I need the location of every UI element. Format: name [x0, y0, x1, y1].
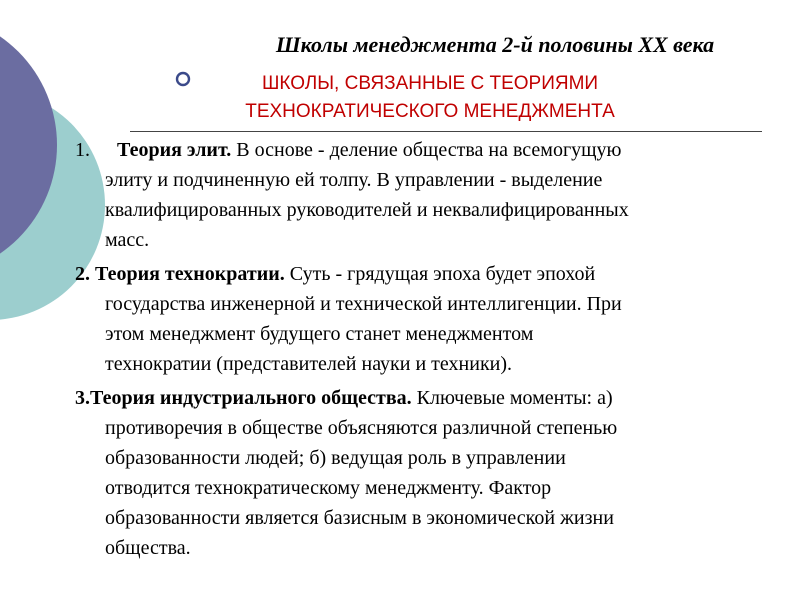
item-first-line	[75, 383, 765, 413]
divider	[130, 131, 762, 132]
item-line: этом менеджмент будущего станет менеджментом	[105, 323, 534, 345]
subtitle-line-2: ТЕХНОКРАТИЧЕСКОГО МЕНЕДЖМЕНТА	[245, 101, 615, 122]
item-heading: Теория индустриального общества.	[90, 387, 412, 409]
item-line: квалифицированных руководителей и неквалифицированных	[105, 199, 629, 221]
item-text: Ключевые моменты: а)	[411, 387, 613, 409]
item-heading: Теория элит.	[117, 139, 232, 161]
item-line: образованности людей; б) ведущая роль в управлении	[105, 447, 566, 469]
item-text: В основе - деление общества на всемогущую	[231, 139, 622, 161]
item-line: образованности является базисным в экономической жизни	[105, 507, 614, 529]
item-line: масс.	[105, 229, 150, 251]
list-item	[75, 135, 765, 255]
item-line: противоречия в обществе объясняются различной степенью	[105, 417, 618, 439]
subtitle-line-1: ШКОЛЫ, СВЯЗАННЫЕ С ТЕОРИЯМИ	[261, 73, 599, 94]
theory-list	[75, 135, 765, 567]
list-item	[75, 259, 765, 379]
item-number: 3.	[75, 387, 90, 409]
item-first-line	[75, 259, 765, 289]
item-line: отводится технократическому менеджменту. Фактор	[105, 477, 552, 499]
item-line: общества.	[105, 537, 191, 559]
item-line: элиту и подчиненную ей толпу. В управлении - выделение	[105, 169, 603, 191]
item-line: государства инженерной и технической интеллигенции. При	[105, 293, 622, 315]
item-heading: Теория технократии.	[95, 263, 285, 285]
item-number: 1.	[75, 139, 90, 161]
list-item	[75, 383, 765, 563]
item-first-line	[75, 135, 765, 165]
slide-title: Школы менеджмента 2-й половины ХХ века	[275, 32, 715, 57]
item-text: Суть - грядущая эпоха будет эпохой	[284, 263, 596, 285]
slide-subtitle	[150, 70, 710, 126]
item-line: технократии (представителей науки и техники).	[105, 353, 513, 375]
item-number: 2.	[75, 263, 90, 285]
